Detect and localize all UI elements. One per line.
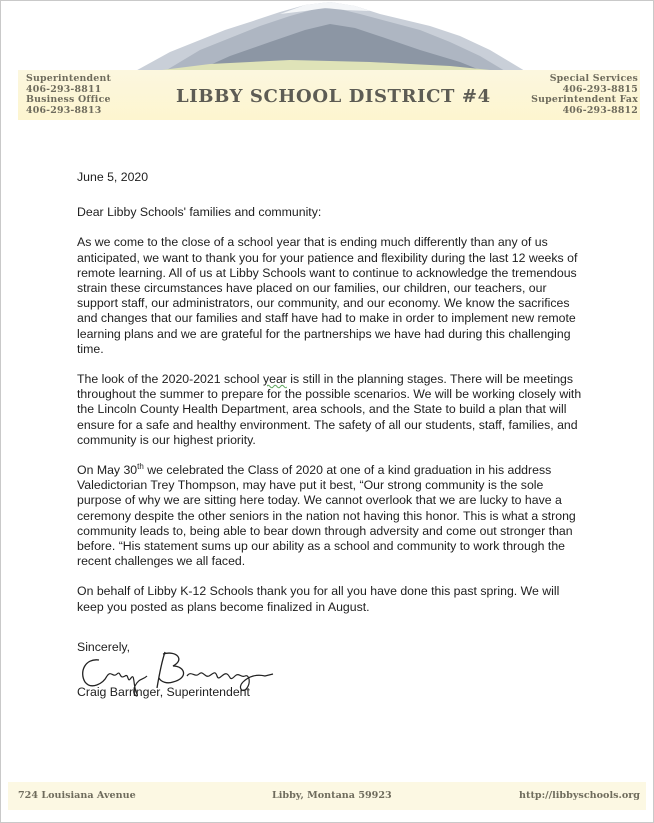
signature-block: [77, 640, 337, 700]
paragraph-1: As we come to the close of a school year that is ending much differently than any of us anticipated, we want to thank you for your patience and flexibility during the last 12 weeks of remote learning. All of us at Libby Schools want to continue to acknowledge the tremendous strain these circumstances have placed on our families, our children, our teachers, our support staff, our administrators, our community, and our economy. We know the sacrifices and changes that our families and staff have had to make in order to implement new remote learning plans and we are grateful for the partnerships we have had during this challenging time.: [77, 235, 578, 356]
superintendent-phone: 406-293-8811: [26, 83, 102, 95]
paragraph-2-start: The look of the 2020-2021 school: [77, 372, 263, 387]
superintendent-fax-label: Superintendent Fax: [531, 94, 638, 106]
superintendent-label: Superintendent: [26, 73, 112, 84]
footer-address: 724 Louisiana Avenue: [18, 790, 136, 801]
business-office-phone: 406-293-8813: [26, 104, 102, 116]
letter-body: [77, 170, 587, 630]
footer-website[interactable]: http://libbyschools.org: [519, 790, 640, 801]
salutation: Dear Libby Schools' families and community:: [77, 205, 322, 220]
contact-right: [531, 74, 638, 116]
mountain-logo: [130, 0, 530, 74]
paragraph-4: On behalf of Libby K-12 Schools thank you for all you have done this past spring. We will keep you posted as plans become finalized in August.: [77, 584, 560, 614]
ordinal-suffix: th: [137, 461, 144, 471]
business-office-label: Business Office: [26, 94, 111, 106]
paragraph-2: [77, 372, 587, 448]
superintendent-fax-number: 406-293-8812: [562, 104, 638, 116]
closing: Sincerely,: [77, 640, 131, 654]
paragraph-2-rest: is still in the planning stages. There will be meetings throughout the summer to prepare for the possible scenarios. We will be working closely with the Lincoln County Health Department, area schools, and the State to build a plan that will ensure for a safe and healthy environment. The safety of all our students, staff, families, and community is our highest priority.: [77, 372, 582, 447]
paragraph-3-rest: we celebrated the Class of 2020 at one of a kind graduation in his address Valedictorian Trey Thompson, may have put it best, “Our strong community is the sole purpose of why we are sitting here today. We cannot overlook that we are lucky to have a ceremony despite the other seniors in the nation not having this honor. This is what a strong community leads to, being able to bear down through adversity and come out stronger than before. “His statement sums up our ability as a school and community to work through the recent challenges we all faced.: [77, 463, 576, 569]
special-services-label: Special Services: [549, 73, 638, 84]
signer-name: Craig Barringer, Superintendent: [77, 685, 250, 699]
footer-city: Libby, Montana 59923: [272, 790, 392, 801]
paragraph-3: [77, 463, 587, 569]
paragraph-3-start: On May 30: [77, 463, 138, 478]
letter-date: June 5, 2020: [77, 170, 149, 184]
district-name: LIBBY SCHOOL DISTRICT #4: [176, 86, 491, 107]
contact-left: [26, 74, 111, 116]
special-services-phone: 406-293-8815: [562, 83, 638, 95]
spellcheck-word: year: [262, 372, 287, 387]
